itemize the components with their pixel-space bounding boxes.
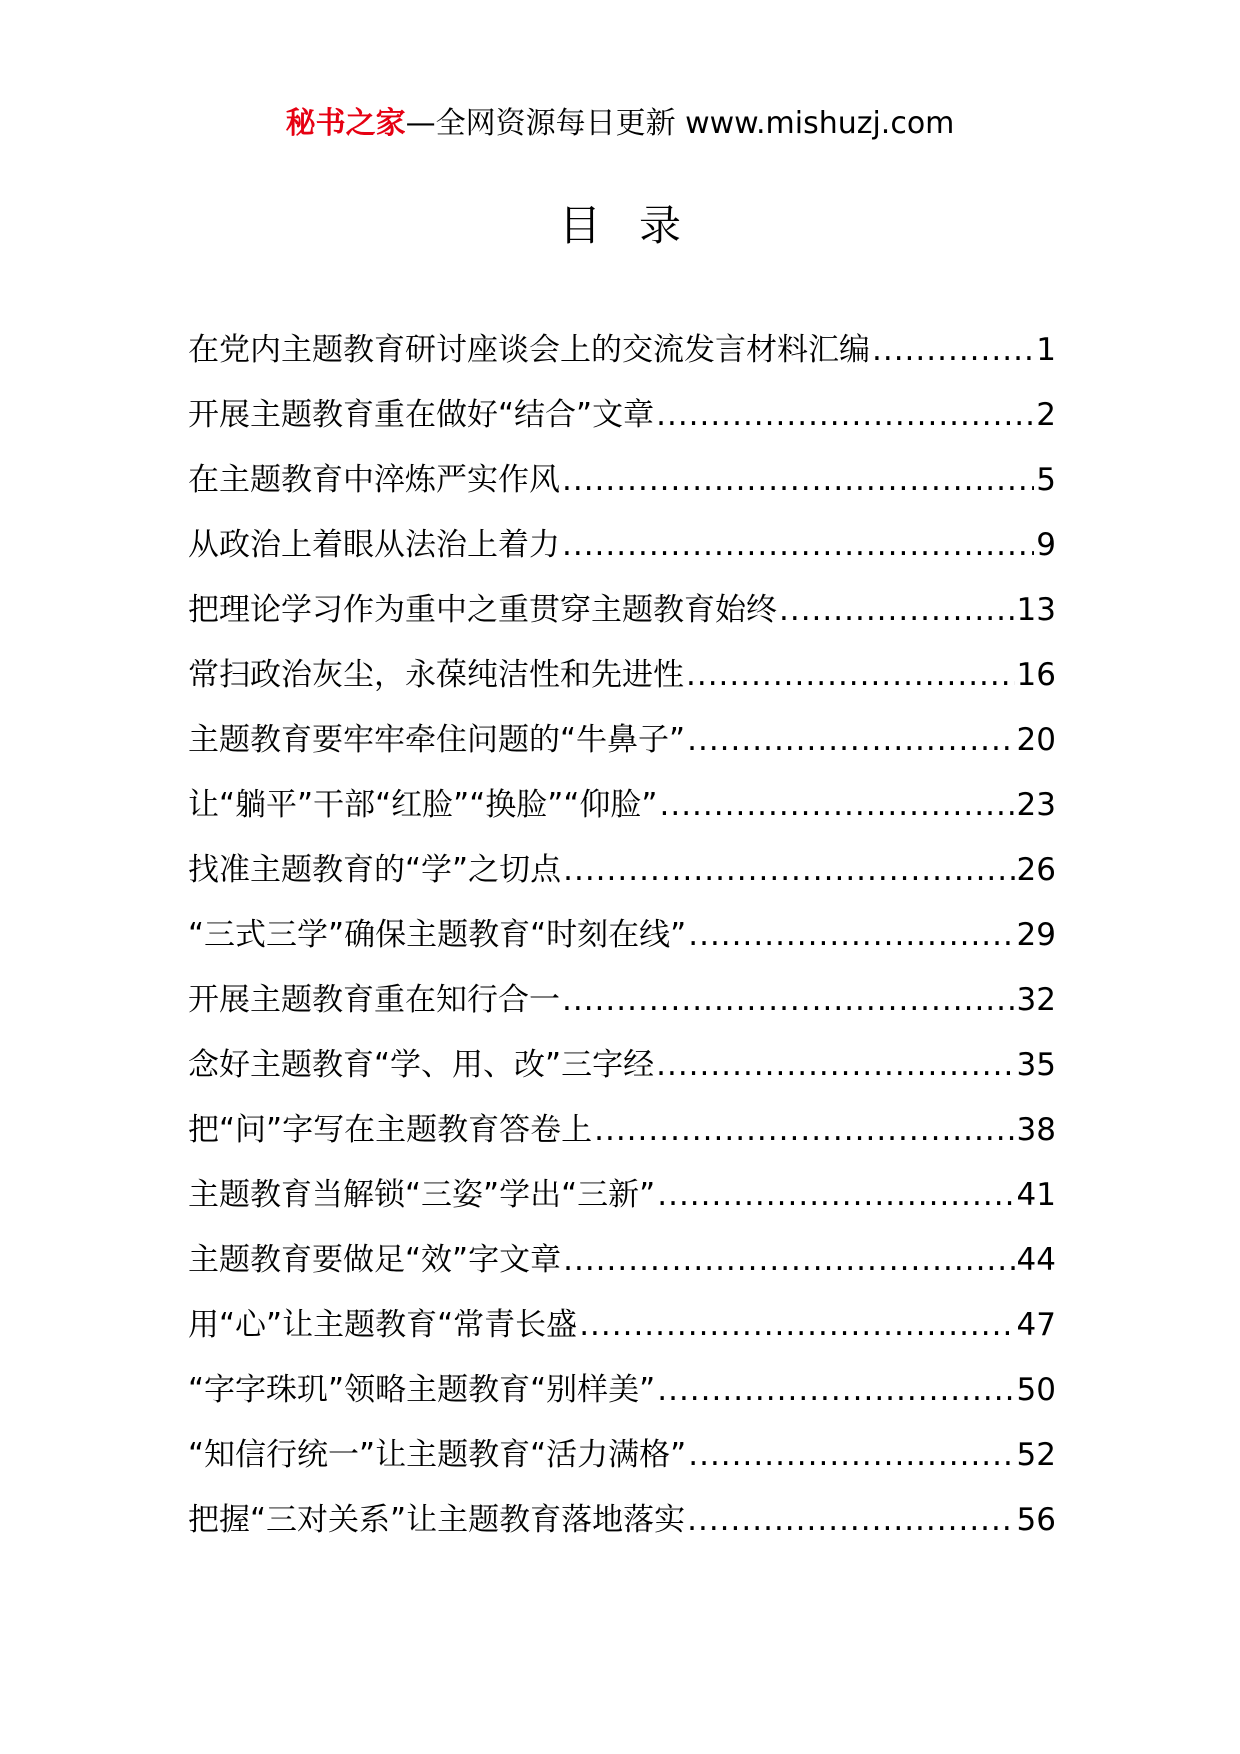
toc-entry-page: 2: [1036, 397, 1056, 433]
toc-entry-title: 主题教育当解锁“三姿”学出“三新”: [188, 1177, 656, 1213]
toc-entry-title: 用“心”让主题教育“常青长盛: [188, 1307, 578, 1343]
header-tagline: —全网资源每日更新 www.mishuzj.com: [405, 106, 955, 141]
toc-entry-page: 13: [1016, 592, 1056, 628]
toc-entry-page: 44: [1016, 1242, 1056, 1278]
toc-dot-leader: [563, 848, 1014, 892]
toc-entry-title: 常扫政治灰尘，永葆纯洁性和先进性: [188, 657, 684, 693]
toc-entry-page: 38: [1016, 1112, 1056, 1148]
toc-dot-leader: [562, 458, 1034, 502]
toc-dot-leader: [659, 783, 1014, 827]
toc-entry-page: 41: [1016, 1177, 1056, 1213]
toc-entry-page: 5: [1036, 462, 1056, 498]
toc-entry-page: 26: [1016, 852, 1056, 888]
toc-entry[interactable]: [188, 1238, 1056, 1303]
toc-entry[interactable]: [188, 1108, 1056, 1173]
toc-entry[interactable]: [188, 1043, 1056, 1108]
toc-entry[interactable]: [188, 718, 1056, 783]
toc-entry-title: 在主题教育中淬炼严实作风: [188, 462, 560, 498]
toc-dot-leader: [563, 1238, 1014, 1282]
toc-entry[interactable]: [188, 458, 1056, 523]
toc-dot-leader: [686, 653, 1015, 697]
toc-entry[interactable]: [188, 1498, 1056, 1563]
toc-entry-title: “知信行统一”让主题教育“活力满格”: [188, 1437, 687, 1473]
toc-entry-page: 9: [1036, 527, 1056, 563]
toc-entry-page: 47: [1016, 1307, 1056, 1343]
toc-entry[interactable]: [188, 328, 1056, 393]
brand-name: 秘书之家: [285, 106, 406, 141]
toc-entry-page: 50: [1016, 1372, 1056, 1408]
toc-entry-title: 主题教育要牢牢牵住问题的“牛鼻子”: [188, 722, 686, 758]
toc-entry-page: 16: [1016, 657, 1056, 693]
toc-entry-title: 把理论学习作为重中之重贯穿主题教育始终: [188, 592, 777, 628]
toc-entry-title: 让“躺平”干部“红脸”“换脸”“仰脸”: [188, 787, 658, 823]
toc-dot-leader: [872, 328, 1034, 372]
toc-entry-title: “字字珠玑”领略主题教育“别样美”: [188, 1372, 656, 1408]
table-of-contents: [188, 328, 1056, 1563]
toc-dot-leader: [688, 1433, 1014, 1477]
toc-entry[interactable]: [188, 1433, 1056, 1498]
toc-entry-title: 从政治上着眼从法治上着力: [188, 527, 560, 563]
toc-entry-title: 找准主题教育的“学”之切点: [188, 852, 562, 888]
toc-entry[interactable]: [188, 848, 1056, 913]
toc-entry-page: 56: [1016, 1502, 1056, 1538]
toc-entry[interactable]: [188, 1173, 1056, 1238]
toc-entry-title: 主题教育要做足“效”字文章: [188, 1242, 562, 1278]
toc-dot-leader: [688, 913, 1014, 957]
toc-entry-page: 1: [1036, 332, 1056, 368]
toc-dot-leader: [687, 1498, 1014, 1542]
toc-dot-leader: [656, 393, 1034, 437]
toc-dot-leader: [687, 718, 1014, 762]
toc-entry[interactable]: [188, 588, 1056, 653]
toc-entry[interactable]: [188, 978, 1056, 1043]
toc-entry-page: 52: [1016, 1437, 1056, 1473]
toc-entry-page: 20: [1016, 722, 1056, 758]
toc-dot-leader: [562, 523, 1034, 567]
toc-entry-title: 把“问”字写在主题教育答卷上: [188, 1112, 593, 1148]
toc-dot-leader: [657, 1368, 1014, 1412]
toc-entry-title: 把握“三对关系”让主题教育落地落实: [188, 1502, 686, 1538]
toc-entry-title: 在党内主题教育研讨座谈会上的交流发言材料汇编: [188, 332, 870, 368]
toc-entry[interactable]: [188, 913, 1056, 978]
toc-entry-page: 29: [1016, 917, 1056, 953]
toc-entry[interactable]: [188, 393, 1056, 458]
toc-entry-title: 念好主题教育“学、用、改”三字经: [188, 1047, 655, 1083]
toc-dot-leader: [779, 588, 1015, 632]
toc-dot-leader: [594, 1108, 1014, 1152]
toc-entry[interactable]: [188, 653, 1056, 718]
toc-entry-page: 35: [1016, 1047, 1056, 1083]
toc-entry-title: 开展主题教育重在做好“结合”文章: [188, 397, 655, 433]
toc-entry-page: 23: [1016, 787, 1056, 823]
toc-entry[interactable]: [188, 1368, 1056, 1433]
toc-entry[interactable]: [188, 1303, 1056, 1368]
toc-entry-title: “三式三学”确保主题教育“时刻在线”: [188, 917, 687, 953]
toc-entry-page: 32: [1016, 982, 1056, 1018]
page-title: 目录: [558, 201, 719, 250]
toc-dot-leader: [579, 1303, 1014, 1347]
page-header: [0, 100, 1240, 148]
toc-entry[interactable]: [188, 523, 1056, 588]
toc-entry-title: 开展主题教育重在知行合一: [188, 982, 560, 1018]
toc-dot-leader: [656, 1043, 1014, 1087]
toc-dot-leader: [562, 978, 1015, 1022]
toc-dot-leader: [657, 1173, 1014, 1217]
toc-entry[interactable]: [188, 783, 1056, 848]
